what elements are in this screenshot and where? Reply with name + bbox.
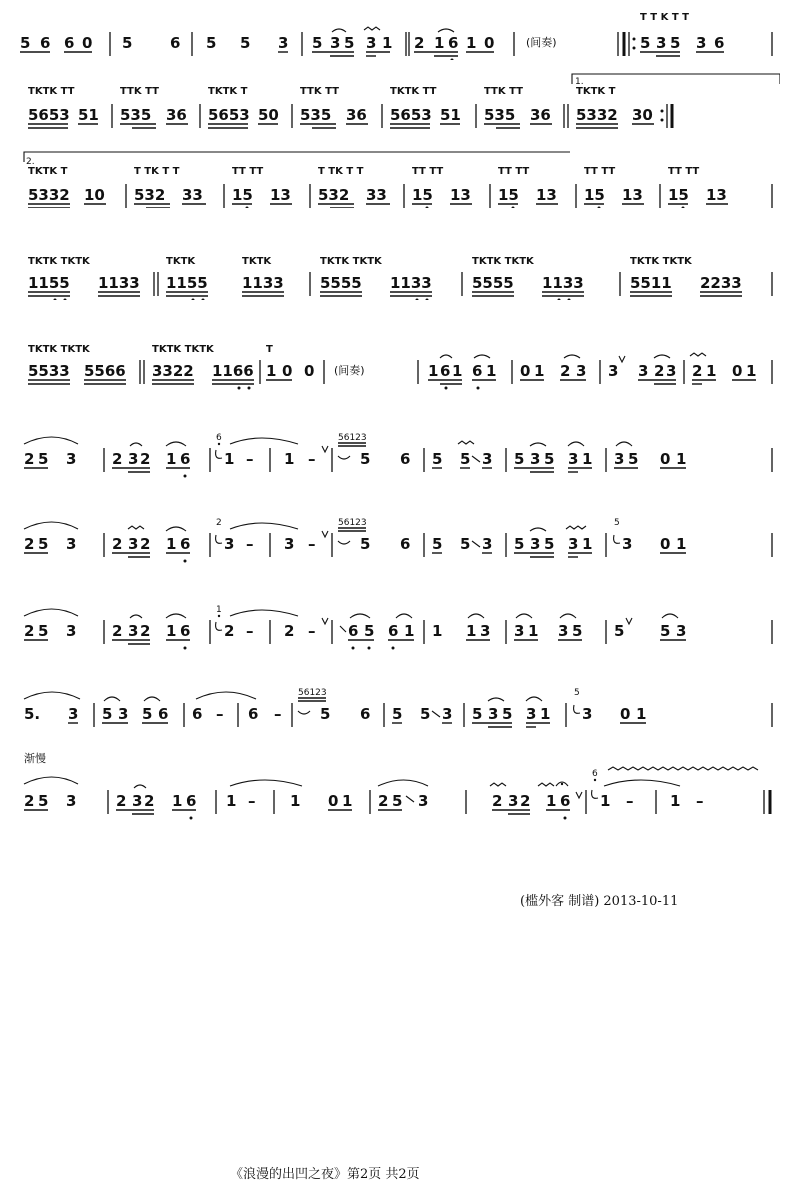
svg-text:13: 13 [450, 186, 471, 204]
svg-text:1: 1 [452, 362, 463, 380]
svg-text:3: 3 [514, 622, 525, 640]
svg-text:TKTK TT: TKTK TT [390, 86, 437, 97]
score-row-1 [20, 10, 780, 60]
svg-text:1: 1 [284, 450, 295, 468]
svg-text:TKTK TKTK: TKTK TKTK [320, 256, 382, 267]
tempo-mark: 渐慢 [24, 752, 46, 765]
svg-text:3: 3 [66, 622, 77, 640]
svg-text:1133: 1133 [390, 274, 432, 292]
score-row-8 [20, 592, 780, 652]
svg-text:33: 33 [366, 186, 387, 204]
svg-text:0: 0 [304, 362, 315, 380]
svg-text:0: 0 [620, 705, 631, 723]
svg-text:–: – [216, 705, 224, 723]
svg-text:3: 3 [568, 535, 579, 553]
svg-text:6: 6 [192, 705, 203, 723]
svg-text:5: 5 [514, 450, 525, 468]
svg-text:2: 2 [378, 792, 389, 810]
svg-text:5: 5 [360, 450, 371, 468]
svg-text:51: 51 [440, 106, 461, 124]
svg-text:532: 532 [318, 186, 350, 204]
svg-text:2: 2 [24, 450, 35, 468]
svg-text:10: 10 [84, 186, 105, 204]
svg-text:1: 1 [266, 362, 277, 380]
svg-text:5: 5 [240, 34, 251, 52]
svg-text:13: 13 [536, 186, 557, 204]
svg-text:5: 5 [102, 705, 113, 723]
svg-text:3: 3 [224, 535, 235, 553]
svg-text:TT TT: TT TT [412, 166, 444, 177]
svg-text:–: – [308, 450, 316, 468]
svg-text:3: 3 [68, 705, 79, 723]
svg-text:1: 1 [528, 622, 539, 640]
svg-text:3: 3 [488, 705, 499, 723]
score-row-10-notation [20, 748, 780, 828]
svg-text:1133: 1133 [242, 274, 284, 292]
score-row-4 [20, 240, 780, 300]
score-row-3-notation [20, 148, 780, 208]
score-row-6 [20, 420, 780, 480]
svg-text:5: 5 [20, 34, 31, 52]
svg-text:3: 3 [696, 34, 707, 52]
grace-5-b: 5 [574, 688, 580, 698]
svg-text:0: 0 [82, 34, 93, 52]
svg-text:3: 3 [530, 450, 541, 468]
svg-text:3: 3 [66, 792, 77, 810]
grace-6: 6 [216, 433, 222, 443]
svg-text:6: 6 [448, 34, 459, 52]
svg-text:3: 3 [128, 450, 139, 468]
svg-text:0: 0 [520, 362, 531, 380]
svg-text:5: 5 [544, 450, 555, 468]
svg-text:6: 6 [180, 622, 191, 640]
svg-text:2: 2 [560, 362, 571, 380]
svg-text:535: 535 [120, 106, 152, 124]
svg-text:5533: 5533 [28, 362, 70, 380]
svg-text:1: 1 [226, 792, 237, 810]
svg-text:3: 3 [508, 792, 519, 810]
svg-text:36: 36 [530, 106, 551, 124]
svg-text:3: 3 [568, 450, 579, 468]
svg-text:3: 3 [482, 535, 493, 553]
svg-text:5: 5 [206, 34, 217, 52]
svg-text:5: 5 [660, 622, 671, 640]
svg-text:T: T [266, 344, 273, 355]
svg-text:6: 6 [400, 450, 411, 468]
svg-text:6: 6 [248, 705, 259, 723]
svg-text:3: 3 [442, 705, 453, 723]
svg-text:5: 5 [38, 622, 49, 640]
svg-text:5: 5 [432, 450, 443, 468]
svg-text:3: 3 [278, 34, 289, 52]
svg-text:2: 2 [692, 362, 703, 380]
svg-text:2: 2 [284, 622, 295, 640]
svg-text:3: 3 [284, 535, 295, 553]
svg-text:TKTK TKTK: TKTK TKTK [630, 256, 692, 267]
score-row-10 [20, 748, 780, 828]
svg-text:6: 6 [360, 705, 371, 723]
svg-text:3: 3 [366, 34, 377, 52]
svg-text:1: 1 [466, 622, 477, 640]
score-row-7-notation [20, 505, 780, 565]
svg-text:TKTK TKTK: TKTK TKTK [152, 344, 214, 355]
svg-text:1: 1 [166, 535, 177, 553]
svg-text:5: 5 [460, 450, 471, 468]
svg-text:2: 2 [140, 622, 151, 640]
svg-text:532: 532 [134, 186, 166, 204]
svg-text:15: 15 [412, 186, 433, 204]
svg-text:50: 50 [258, 106, 279, 124]
grace-2: 2 [216, 518, 222, 528]
svg-text:2: 2 [414, 34, 425, 52]
svg-text:T T K T T: T T K T T [640, 12, 689, 23]
svg-text:5: 5 [392, 705, 403, 723]
svg-text:5555: 5555 [320, 274, 362, 292]
grace-56123: 56123 [338, 433, 367, 443]
svg-text:TT TT: TT TT [668, 166, 700, 177]
score-row-2-notation [20, 70, 780, 130]
svg-text:5: 5 [614, 622, 625, 640]
svg-text:–: – [308, 622, 316, 640]
svg-text:5: 5 [640, 34, 651, 52]
svg-text:6: 6 [64, 34, 75, 52]
svg-text:2: 2 [24, 535, 35, 553]
svg-text:–: – [246, 622, 254, 640]
svg-text:TKTK T: TKTK T [576, 86, 616, 97]
svg-text:535: 535 [300, 106, 332, 124]
svg-text:1: 1 [434, 34, 445, 52]
svg-text:2: 2 [24, 622, 35, 640]
svg-text:3: 3 [482, 450, 493, 468]
score-row-9 [20, 675, 780, 735]
svg-text:2: 2 [140, 450, 151, 468]
svg-text:3: 3 [132, 792, 143, 810]
svg-text:TKTK TKTK: TKTK TKTK [28, 256, 90, 267]
svg-text:2233: 2233 [700, 274, 742, 292]
svg-text:TKTK TKTK: TKTK TKTK [28, 344, 90, 355]
svg-text:1133: 1133 [542, 274, 584, 292]
svg-text:5653: 5653 [28, 106, 70, 124]
svg-text:1: 1 [534, 362, 545, 380]
volta-1-label: 1. [575, 77, 584, 87]
svg-text:–: – [308, 535, 316, 553]
svg-text:6: 6 [180, 535, 191, 553]
svg-text:0: 0 [484, 34, 495, 52]
svg-text:5: 5 [670, 34, 681, 52]
arranger-credit: (槛外客 制谱) 2013-10-11 [520, 894, 679, 909]
svg-text:TKTK: TKTK [242, 256, 272, 267]
svg-text:3: 3 [118, 705, 129, 723]
svg-text:6: 6 [186, 792, 197, 810]
interlude-label-2: (间奏) [334, 364, 365, 377]
svg-text:5: 5 [628, 450, 639, 468]
svg-text:5: 5 [38, 450, 49, 468]
svg-text:–: – [626, 792, 634, 810]
grace-56123-c: 56123 [298, 688, 327, 698]
svg-text:5566: 5566 [84, 362, 126, 380]
svg-text:TKTK TT: TKTK TT [28, 86, 75, 97]
score-row-6-notation [20, 420, 780, 480]
score-row-2 [20, 70, 780, 130]
svg-text:1: 1 [432, 622, 443, 640]
svg-text:2: 2 [492, 792, 503, 810]
svg-text:3: 3 [558, 622, 569, 640]
svg-text:5: 5 [544, 535, 555, 553]
svg-text:5: 5 [514, 535, 525, 553]
svg-text:15: 15 [668, 186, 689, 204]
svg-text:–: – [696, 792, 704, 810]
svg-text:3: 3 [656, 34, 667, 52]
grace-1: 1 [216, 605, 222, 615]
svg-text:5: 5 [360, 535, 371, 553]
svg-text:33: 33 [182, 186, 203, 204]
svg-text:5: 5 [432, 535, 443, 553]
svg-text:0: 0 [660, 450, 671, 468]
svg-text:3322: 3322 [152, 362, 194, 380]
svg-text:5: 5 [344, 34, 355, 52]
svg-text:3: 3 [666, 362, 677, 380]
svg-text:3: 3 [480, 622, 491, 640]
svg-text:3: 3 [622, 535, 633, 553]
svg-text:2: 2 [520, 792, 531, 810]
svg-text:36: 36 [166, 106, 187, 124]
svg-text:0: 0 [282, 362, 293, 380]
svg-text:2: 2 [112, 450, 123, 468]
score-row-3 [20, 148, 780, 208]
svg-text:0: 0 [328, 792, 339, 810]
svg-text:3: 3 [66, 450, 77, 468]
svg-text:2: 2 [140, 535, 151, 553]
svg-text:6: 6 [560, 792, 571, 810]
svg-text:1: 1 [382, 34, 393, 52]
svg-text:3: 3 [418, 792, 429, 810]
svg-text:1: 1 [428, 362, 439, 380]
svg-text:TT TT: TT TT [498, 166, 530, 177]
svg-text:6: 6 [400, 535, 411, 553]
svg-text:–: – [246, 535, 254, 553]
svg-text:5: 5 [472, 705, 483, 723]
svg-text:6: 6 [472, 362, 483, 380]
svg-text:3: 3 [608, 362, 619, 380]
svg-text:1: 1 [466, 34, 477, 52]
svg-text:6: 6 [40, 34, 51, 52]
svg-text:3: 3 [576, 362, 587, 380]
page-footer: 《浪漫的出凹之夜》第2页 共2页 [230, 1167, 420, 1182]
score-row-5-notation [20, 330, 780, 390]
svg-text:TT TT: TT TT [232, 166, 264, 177]
svg-text:5653: 5653 [390, 106, 432, 124]
svg-text:1: 1 [486, 362, 497, 380]
svg-text:1: 1 [290, 792, 301, 810]
svg-text:2: 2 [224, 622, 235, 640]
svg-text:6: 6 [170, 34, 181, 52]
svg-text:1: 1 [404, 622, 415, 640]
svg-text:1: 1 [224, 450, 235, 468]
svg-text:1155: 1155 [166, 274, 208, 292]
svg-text:2: 2 [144, 792, 155, 810]
svg-text:1: 1 [600, 792, 611, 810]
svg-text:1133: 1133 [98, 274, 140, 292]
svg-text:5: 5 [572, 622, 583, 640]
svg-text:1: 1 [172, 792, 183, 810]
svg-text:2: 2 [116, 792, 127, 810]
svg-text:5: 5 [460, 535, 471, 553]
svg-text:3: 3 [330, 34, 341, 52]
svg-text:–: – [246, 450, 254, 468]
svg-text:5: 5 [320, 705, 331, 723]
svg-text:1: 1 [670, 792, 681, 810]
svg-text:3: 3 [66, 535, 77, 553]
svg-text:15: 15 [498, 186, 519, 204]
svg-text:3: 3 [638, 362, 649, 380]
svg-text:5332: 5332 [576, 106, 618, 124]
svg-text:3: 3 [614, 450, 625, 468]
svg-text:1166: 1166 [212, 362, 254, 380]
svg-text:6: 6 [180, 450, 191, 468]
svg-text:5: 5 [38, 535, 49, 553]
svg-text:5: 5 [420, 705, 431, 723]
score-row-8-notation [20, 592, 780, 652]
svg-text:2: 2 [112, 622, 123, 640]
svg-text:5: 5 [312, 34, 323, 52]
svg-text:2: 2 [654, 362, 665, 380]
svg-text:3: 3 [128, 535, 139, 553]
score-row-4-notation [20, 240, 780, 300]
svg-text:1: 1 [166, 450, 177, 468]
svg-text:1: 1 [342, 792, 353, 810]
svg-text:1: 1 [540, 705, 551, 723]
svg-text:1: 1 [636, 705, 647, 723]
svg-text:1: 1 [582, 450, 593, 468]
grace-56123-b: 56123 [338, 518, 367, 528]
svg-text:5: 5 [502, 705, 513, 723]
svg-text:6: 6 [158, 705, 169, 723]
svg-text:13: 13 [706, 186, 727, 204]
svg-text:5: 5 [364, 622, 375, 640]
svg-text:6: 6 [388, 622, 399, 640]
svg-text:6: 6 [348, 622, 359, 640]
score-row-7 [20, 505, 780, 565]
svg-text:6: 6 [714, 34, 725, 52]
volta-2-label: 2. [26, 157, 35, 167]
svg-text:5: 5 [122, 34, 133, 52]
svg-text:TTK TT: TTK TT [484, 86, 523, 97]
svg-text:2: 2 [24, 792, 35, 810]
svg-text:3: 3 [128, 622, 139, 640]
svg-text:5511: 5511 [630, 274, 672, 292]
svg-text:1: 1 [706, 362, 717, 380]
svg-text:51: 51 [78, 106, 99, 124]
svg-text:5653: 5653 [208, 106, 250, 124]
score-row-5 [20, 330, 780, 390]
svg-text:TKTK T: TKTK T [208, 86, 248, 97]
score-row-9-notation [20, 675, 780, 735]
svg-text:3: 3 [676, 622, 687, 640]
svg-text:1: 1 [166, 622, 177, 640]
svg-text:15: 15 [232, 186, 253, 204]
svg-text:13: 13 [270, 186, 291, 204]
svg-text:1: 1 [746, 362, 757, 380]
svg-text:1: 1 [676, 535, 687, 553]
svg-text:–: – [274, 705, 282, 723]
svg-text:5332: 5332 [28, 186, 70, 204]
svg-text:5: 5 [38, 792, 49, 810]
svg-text:5.: 5. [24, 705, 41, 723]
svg-text:13: 13 [622, 186, 643, 204]
svg-text:TTK TT: TTK TT [120, 86, 159, 97]
svg-text:3: 3 [526, 705, 537, 723]
svg-text:36: 36 [346, 106, 367, 124]
svg-text:TTK TT: TTK TT [300, 86, 339, 97]
svg-text:6: 6 [440, 362, 451, 380]
svg-text:1: 1 [582, 535, 593, 553]
svg-text:TKTK T: TKTK T [28, 166, 68, 177]
svg-text:2: 2 [112, 535, 123, 553]
svg-text:15: 15 [584, 186, 605, 204]
svg-text:T TK T T: T TK T T [134, 166, 180, 177]
svg-text:TT TT: TT TT [584, 166, 616, 177]
svg-text:T TK T T: T TK T T [318, 166, 364, 177]
svg-text:TKTK TKTK: TKTK TKTK [472, 256, 534, 267]
svg-text:–: – [248, 792, 256, 810]
svg-text:5: 5 [392, 792, 403, 810]
grace-5: 5 [614, 518, 620, 528]
svg-text:535: 535 [484, 106, 516, 124]
svg-text:TKTK: TKTK [166, 256, 196, 267]
score-row-1-notation [20, 10, 780, 60]
svg-text:1: 1 [676, 450, 687, 468]
svg-text:3: 3 [530, 535, 541, 553]
svg-text:0: 0 [660, 535, 671, 553]
svg-text:3: 3 [582, 705, 593, 723]
svg-text:5: 5 [142, 705, 153, 723]
svg-text:0: 0 [732, 362, 743, 380]
svg-text:1: 1 [546, 792, 557, 810]
grace-6-b: 6 [592, 769, 598, 779]
svg-text:30: 30 [632, 106, 653, 124]
svg-text:5555: 5555 [472, 274, 514, 292]
svg-text:1155: 1155 [28, 274, 70, 292]
interlude-label: (间奏) [526, 36, 557, 49]
